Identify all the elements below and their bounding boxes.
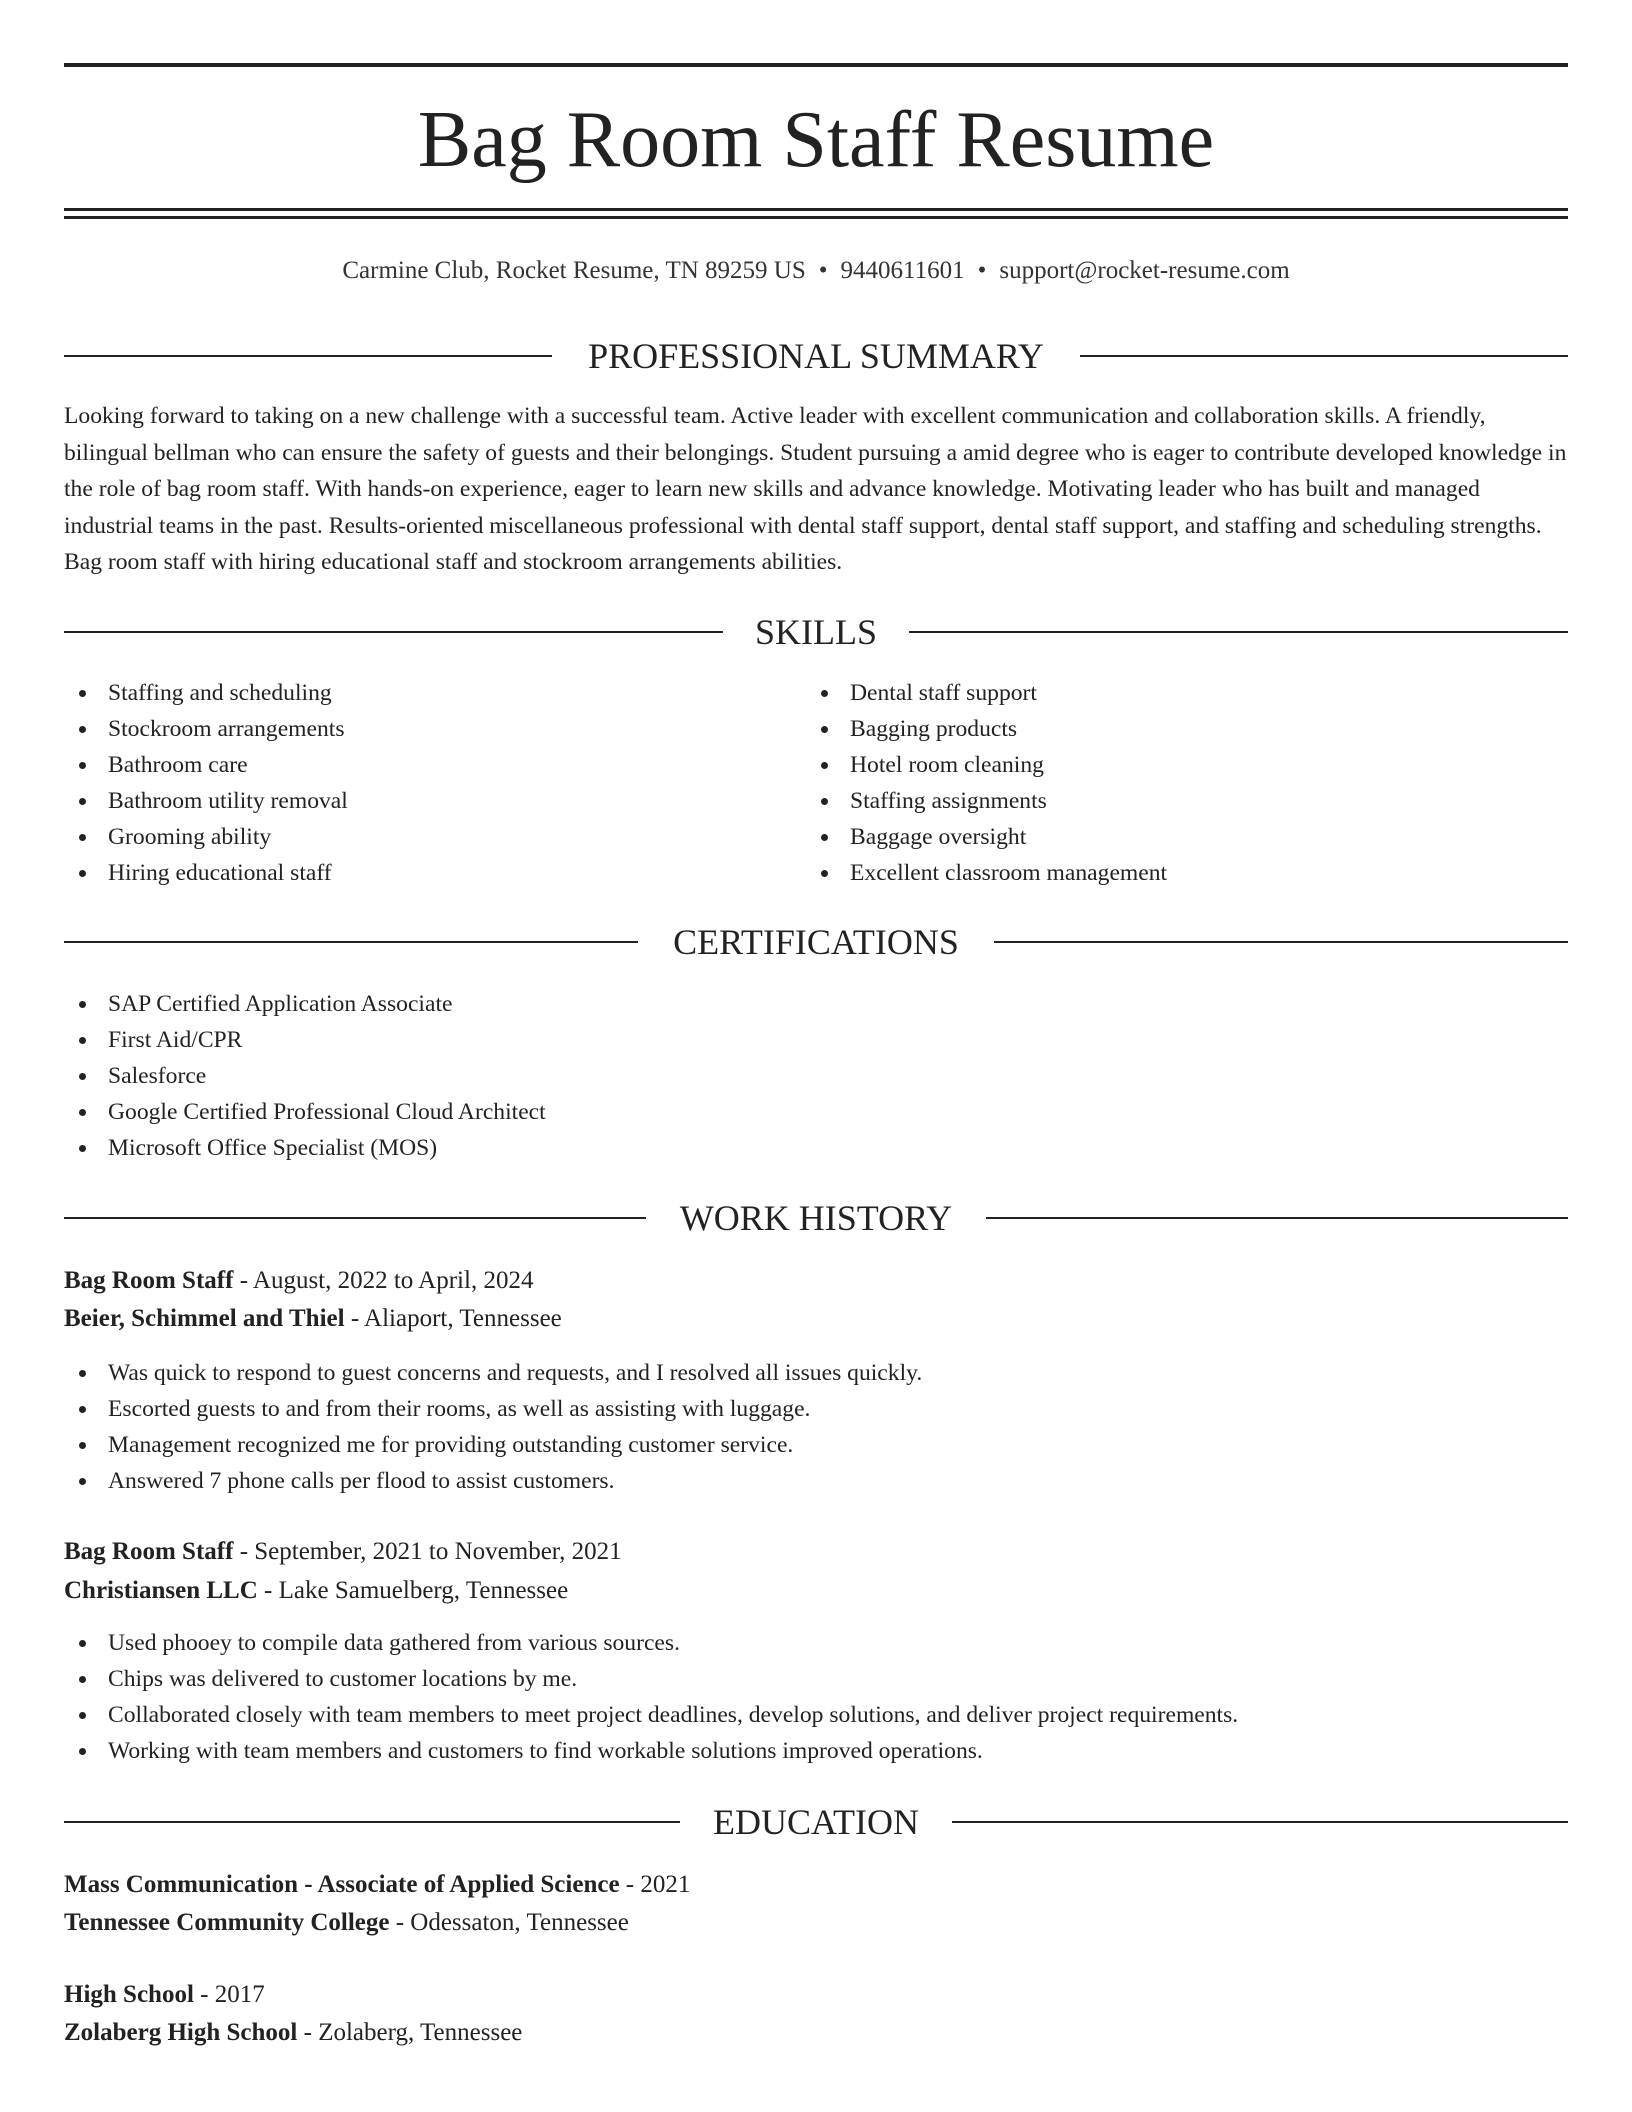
education-school: Tennessee Community College bbox=[64, 1909, 390, 1936]
list-item: Escorted guests to and from their rooms, as well as assisting with luggage. bbox=[64, 1391, 1568, 1427]
contact-address: Carmine Club, Rocket Resume, TN 89259 US bbox=[342, 257, 806, 284]
section-header-skills bbox=[64, 610, 1568, 654]
job-dates: - August, 2022 to April, 2024 bbox=[233, 1267, 534, 1294]
job-company-line bbox=[64, 1300, 1568, 1338]
job-location: - Aliaport, Tennessee bbox=[344, 1305, 562, 1332]
section-header-education bbox=[64, 1800, 1568, 1844]
list-item: Collaborated closely with team members to meet project deadlines, develop solutions, and deliver project requirements. bbox=[64, 1697, 1568, 1733]
list-item: Used phooey to compile data gathered from various sources. bbox=[64, 1625, 1568, 1661]
education-degree-line bbox=[64, 1866, 1568, 1904]
list-item: Working with team members and customers to find workable solutions improved operations. bbox=[64, 1733, 1568, 1769]
job-dates: - September, 2021 to November, 2021 bbox=[233, 1538, 622, 1565]
certifications-list bbox=[64, 986, 1568, 1166]
summary-text: Looking forward to taking on a new challenge with a successful team. Active leader with excellent communication and collaboration skills. A friendly, bilingual bellman who can ensure the safety of guests and their belongings. Student pursuing a amid degree who is eager to contribute developed knowledge in the role of bag room staff. With hands-on experience, eager to learn new skills and advance knowledge. Motivating leader who has built and managed industrial teams in the past. Results-oriented miscellaneous professional with dental staff support, dental staff support, and staffing and scheduling strengths. Bag room staff with hiring educational staff and stockroom arrangements abilities. bbox=[64, 403, 1567, 575]
job-title: Bag Room Staff bbox=[64, 1267, 234, 1294]
list-item: Answered 7 phone calls per flood to assist customers. bbox=[64, 1463, 1568, 1499]
title-rule-upper bbox=[64, 208, 1568, 211]
list-item: Google Certified Professional Cloud Architect bbox=[64, 1094, 1568, 1130]
skills-list-right bbox=[806, 675, 1566, 891]
education-degree: High School bbox=[64, 1981, 194, 2008]
list-item: Grooming ability bbox=[64, 819, 804, 855]
list-item: Baggage oversight bbox=[806, 819, 1566, 855]
section-title-certifications: CERTIFICATIONS bbox=[673, 922, 959, 962]
top-rule bbox=[64, 63, 1568, 67]
education-degree-line bbox=[64, 1976, 1568, 2014]
skills-list-left bbox=[64, 675, 804, 891]
section-title-work: WORK HISTORY bbox=[679, 1198, 953, 1238]
list-item: SAP Certified Application Associate bbox=[64, 986, 1568, 1022]
list-item: Hotel room cleaning bbox=[806, 747, 1566, 783]
education-location: - Zolaberg, Tennessee bbox=[297, 2019, 523, 2046]
list-item: Chips was delivered to customer locations by me. bbox=[64, 1661, 1568, 1697]
education-degree: Mass Communication - Associate of Applied Science bbox=[64, 1871, 620, 1898]
job-company: Beier, Schimmel and Thiel bbox=[64, 1305, 345, 1332]
section-title-education: EDUCATION bbox=[713, 1802, 919, 1842]
section-title-summary: PROFESSIONAL SUMMARY bbox=[588, 336, 1044, 376]
list-item: Bagging products bbox=[806, 711, 1566, 747]
list-item: Stockroom arrangements bbox=[64, 711, 804, 747]
list-item: Excellent classroom management bbox=[806, 855, 1566, 891]
job-title-line bbox=[64, 1262, 1568, 1300]
education-year: - 2021 bbox=[619, 1871, 691, 1898]
job-title-line bbox=[64, 1533, 1568, 1571]
list-item: Microsoft Office Specialist (MOS) bbox=[64, 1130, 1568, 1166]
resume-title: Bag Room Staff Resume bbox=[417, 96, 1215, 184]
education-school-line bbox=[64, 2014, 1568, 2052]
job-bullets bbox=[64, 1355, 1568, 1499]
job-title: Bag Room Staff bbox=[64, 1538, 234, 1565]
list-item: Management recognized me for providing outstanding customer service. bbox=[64, 1427, 1568, 1463]
list-item: First Aid/CPR bbox=[64, 1022, 1568, 1058]
section-title-skills: SKILLS bbox=[754, 612, 877, 652]
list-item: Was quick to respond to guest concerns and requests, and I resolved all issues quickly. bbox=[64, 1355, 1568, 1391]
list-item: Hiring educational staff bbox=[64, 855, 804, 891]
list-item: Bathroom utility removal bbox=[64, 783, 804, 819]
contact-email: support@rocket-resume.com bbox=[999, 257, 1290, 284]
job-company-line bbox=[64, 1572, 1568, 1610]
education-location: - Odessaton, Tennessee bbox=[389, 1909, 629, 1936]
job-bullets bbox=[64, 1625, 1568, 1769]
contact-separator: • bbox=[977, 257, 987, 284]
list-item: Dental staff support bbox=[806, 675, 1566, 711]
education-year: - 2017 bbox=[193, 1981, 265, 2008]
job-location: - Lake Samuelberg, Tennessee bbox=[257, 1577, 569, 1604]
contact-phone: 9440611601 bbox=[840, 257, 965, 284]
contact-line bbox=[64, 254, 1568, 288]
education-school: Zolaberg High School bbox=[64, 2019, 298, 2046]
title-rule-lower bbox=[64, 216, 1568, 219]
list-item: Salesforce bbox=[64, 1058, 1568, 1094]
list-item: Staffing assignments bbox=[806, 783, 1566, 819]
section-header-certifications bbox=[64, 920, 1568, 964]
list-item: Bathroom care bbox=[64, 747, 804, 783]
section-header-summary bbox=[64, 334, 1568, 378]
education-school-line bbox=[64, 1904, 1568, 1942]
section-header-work bbox=[64, 1196, 1568, 1240]
job-company: Christiansen LLC bbox=[64, 1577, 258, 1604]
contact-separator: • bbox=[818, 257, 828, 284]
list-item: Staffing and scheduling bbox=[64, 675, 804, 711]
